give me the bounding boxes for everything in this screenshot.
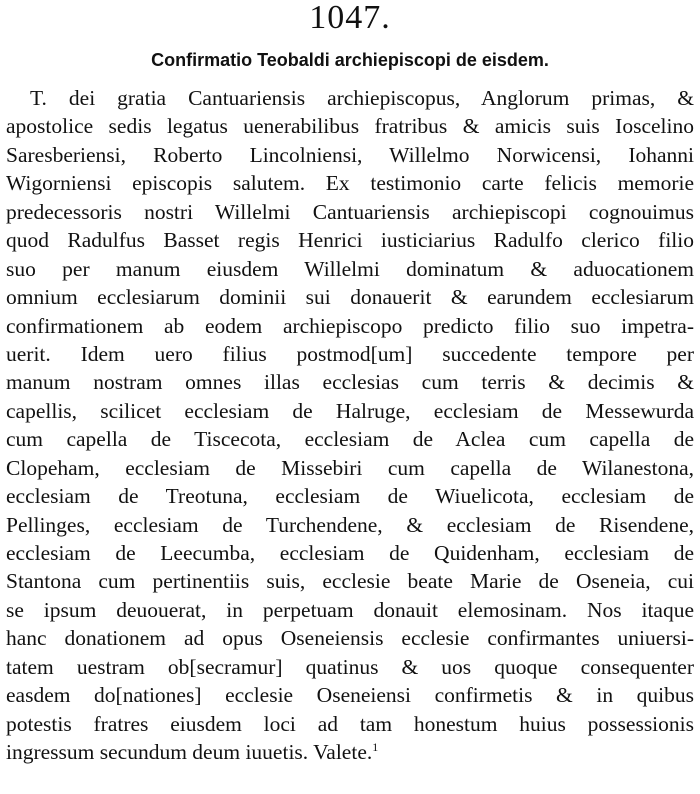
text-line: quod Radulfus Basset regis Henrici iusticiarius Radulfo clerico filio	[6, 228, 694, 253]
text-line: Clopeham, ecclesiam de Missebiri cum capella de Wilanestona,	[6, 455, 694, 480]
text-line: ecclesiam de Leecumba, ecclesiam de Quidenham, ecclesiam de	[6, 541, 694, 565]
text-line: Wigorniensi episcopis salutem. Ex testimonio carte felicis memorie	[6, 171, 694, 196]
text-line: confirmationem ab eodem archiepiscopo predicto filio suo impetra-	[6, 313, 694, 338]
text-line: potestis fratres eiusdem loci ad tam honestum huius possessionis	[6, 711, 694, 736]
text-line: hanc donationem ad opus Oseneiensis ecclesie confirmantes uniuersi-	[6, 626, 694, 651]
text-line: easdem do[nationes] ecclesie Oseneiensi confirmetis & in quibus	[6, 683, 694, 708]
text-line: tatem uestram ob[secramur] quatinus & uos quoque consequenter	[6, 654, 694, 679]
text-line: apostolice sedis legatus uenerabilibus fratribus & amicis suis Ioscelino	[6, 114, 694, 139]
text-line: ecclesiam de Treotuna, ecclesiam de Wiuelicota, ecclesiam de	[6, 484, 694, 509]
text-line: suo per manum eiusdem Willelmi dominatum & aduocationem	[6, 256, 694, 281]
text-line: Pellinges, ecclesiam de Turchendene, & ecclesiam de Risendene,	[6, 512, 694, 537]
text-line: Saresberiensi, Roberto Lincolniensi, Willelmo Norwicensi, Iohanni	[6, 142, 694, 167]
text-line: se ipsum deuouerat, in perpetuam donauit elemosinam. Nos itaque	[6, 597, 694, 622]
text-line: T. dei gratia Cantuariensis archiepiscopus, Anglorum primas, &	[30, 86, 694, 110]
document-number: 1047.	[309, 0, 391, 36]
document-title: Confirmatio Teobaldi archiepiscopi de eisdem.	[151, 50, 549, 70]
text-line-final	[6, 738, 694, 766]
charter-text	[6, 84, 694, 767]
text-line: uerit. Idem uero filius postmod[um] succedente tempore per	[6, 341, 694, 366]
text-line: cum capella de Tiscecota, ecclesiam de Aclea cum capella de	[6, 427, 694, 452]
text-line: predecessoris nostri Willelmi Cantuariensis archiepiscopi cognouimus	[6, 199, 694, 224]
text-line: manum nostram omnes illas ecclesias cum terris & decimis &	[6, 370, 694, 395]
text-line: Stantona cum pertinentiis suis, ecclesie beate Marie de Oseneia, cui	[6, 569, 694, 594]
text-line: omnium ecclesiarum dominii sui donauerit & earundem ecclesiarum	[6, 285, 694, 310]
text-line: capellis, scilicet ecclesiam de Halruge, ecclesiam de Messewurda	[6, 398, 694, 423]
footnote-marker: 1	[372, 739, 379, 754]
final-line-text: ingressum secundum deum iuuetis. Valete.	[6, 740, 373, 765]
